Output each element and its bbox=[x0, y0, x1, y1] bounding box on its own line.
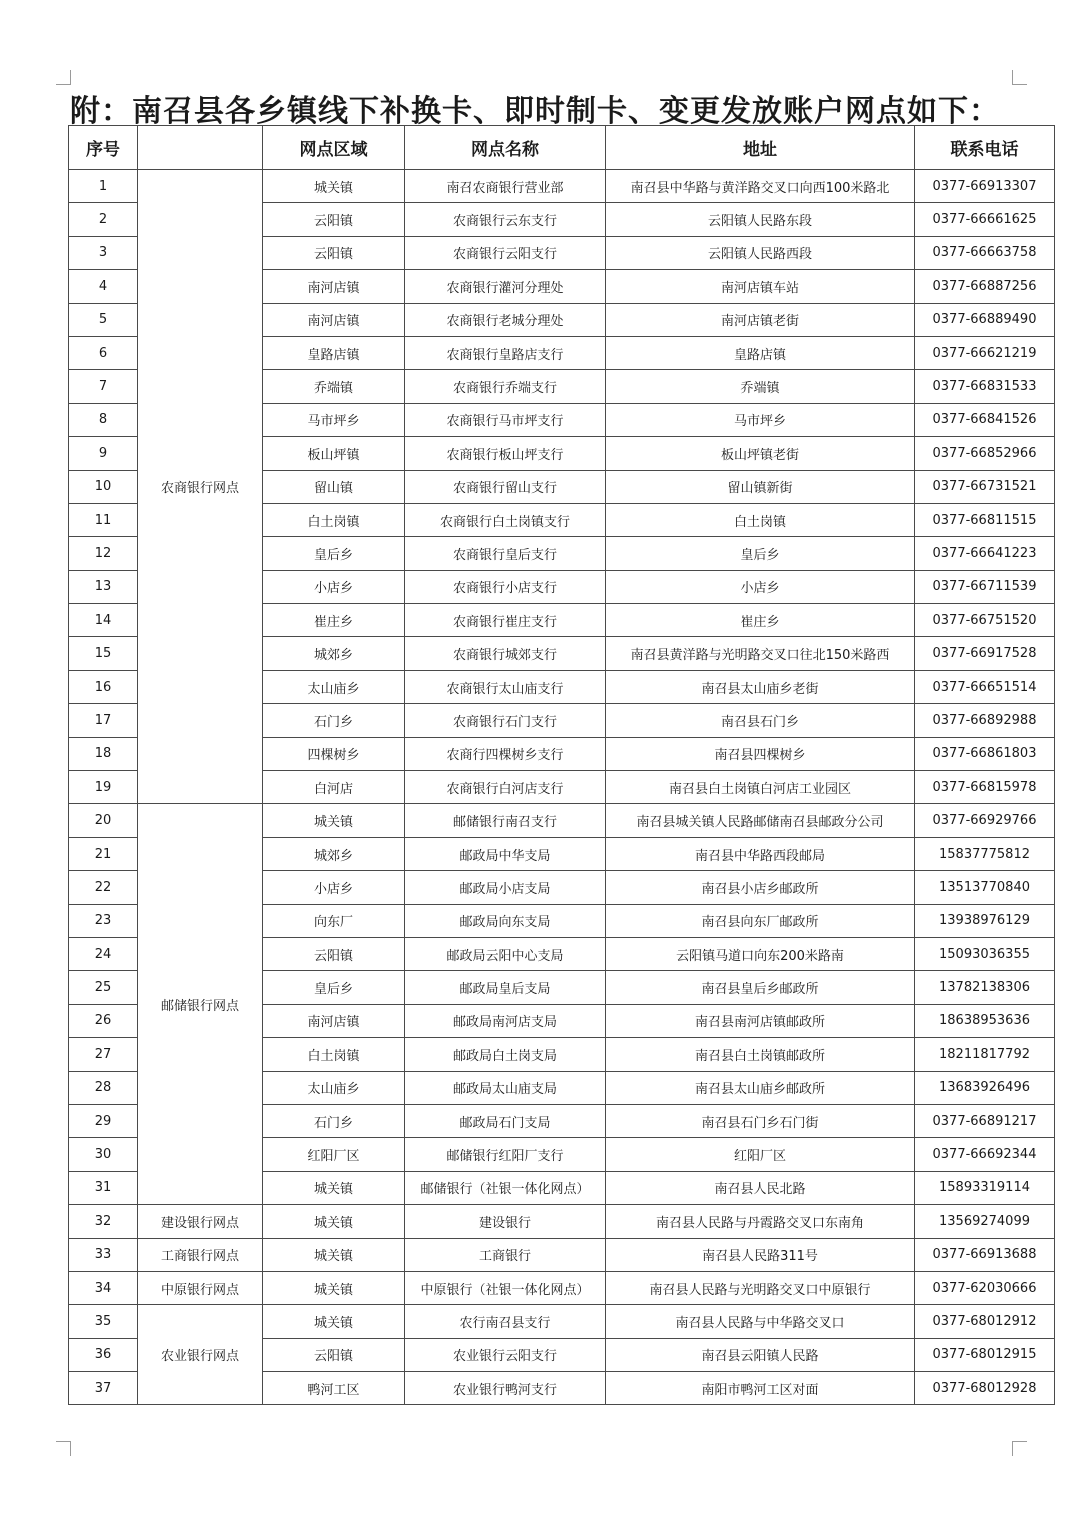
row-address: 皇路店镇 bbox=[606, 336, 915, 369]
row-address: 南召县中华路西段邮局 bbox=[606, 837, 915, 870]
row-branch-name: 农商银行白河店支行 bbox=[405, 771, 606, 804]
row-branch-name: 农商银行灌河分理处 bbox=[405, 270, 606, 303]
row-branch-name: 农商银行城郊支行 bbox=[405, 637, 606, 670]
row-number: 32 bbox=[69, 1205, 138, 1238]
row-phone: 0377-68012915 bbox=[915, 1338, 1055, 1371]
row-region: 小店乡 bbox=[263, 871, 405, 904]
row-branch-name: 农商银行留山支行 bbox=[405, 470, 606, 503]
row-branch-name: 农商银行云东支行 bbox=[405, 203, 606, 236]
row-number: 3 bbox=[69, 236, 138, 269]
bank-group-label: 农业银行网点 bbox=[138, 1305, 263, 1405]
row-number: 1 bbox=[69, 170, 138, 203]
row-region: 马市坪乡 bbox=[263, 403, 405, 436]
row-address: 南阳市鸭河工区对面 bbox=[606, 1372, 915, 1405]
bank-group-label: 中原银行网点 bbox=[138, 1271, 263, 1304]
row-number: 23 bbox=[69, 904, 138, 937]
row-number: 30 bbox=[69, 1138, 138, 1171]
row-number: 14 bbox=[69, 604, 138, 637]
row-number: 4 bbox=[69, 270, 138, 303]
bank-group-label: 工商银行网点 bbox=[138, 1238, 263, 1271]
row-phone: 0377-66892988 bbox=[915, 704, 1055, 737]
row-address: 南召县石门乡 bbox=[606, 704, 915, 737]
row-number: 12 bbox=[69, 537, 138, 570]
row-phone: 0377-66815978 bbox=[915, 771, 1055, 804]
row-phone: 0377-66751520 bbox=[915, 604, 1055, 637]
row-region: 云阳镇 bbox=[263, 236, 405, 269]
row-phone: 0377-66831533 bbox=[915, 370, 1055, 403]
row-number: 2 bbox=[69, 203, 138, 236]
row-address: 板山坪镇老街 bbox=[606, 437, 915, 470]
row-phone: 0377-66917528 bbox=[915, 637, 1055, 670]
row-address: 皇后乡 bbox=[606, 537, 915, 570]
row-branch-name: 邮政局太山庙支局 bbox=[405, 1071, 606, 1104]
row-region: 向东厂 bbox=[263, 904, 405, 937]
row-region: 石门乡 bbox=[263, 704, 405, 737]
row-address: 南召县南河店镇邮政所 bbox=[606, 1004, 915, 1037]
row-phone: 0377-66852966 bbox=[915, 437, 1055, 470]
row-region: 城关镇 bbox=[263, 1171, 405, 1204]
row-address: 南召县中华路与黄洋路交叉口向西100米路北 bbox=[606, 170, 915, 203]
row-region: 城关镇 bbox=[263, 1271, 405, 1304]
row-region: 板山坪镇 bbox=[263, 437, 405, 470]
row-phone: 13569274099 bbox=[915, 1205, 1055, 1238]
row-phone: 0377-66913688 bbox=[915, 1238, 1055, 1271]
row-branch-name: 农行南召县支行 bbox=[405, 1305, 606, 1338]
row-number: 10 bbox=[69, 470, 138, 503]
row-branch-name: 农商银行皇后支行 bbox=[405, 537, 606, 570]
crop-mark-top-left bbox=[56, 70, 71, 85]
row-branch-name: 农商银行石门支行 bbox=[405, 704, 606, 737]
bank-group-label: 农商银行网点 bbox=[138, 170, 263, 804]
row-branch-name: 农商银行皇路店支行 bbox=[405, 336, 606, 369]
table-row bbox=[69, 804, 1055, 837]
row-region: 皇后乡 bbox=[263, 537, 405, 570]
row-address: 南召县四棵树乡 bbox=[606, 737, 915, 770]
row-number: 34 bbox=[69, 1271, 138, 1304]
row-number: 18 bbox=[69, 737, 138, 770]
row-region: 南河店镇 bbox=[263, 303, 405, 336]
row-address: 南召县人民路311号 bbox=[606, 1238, 915, 1271]
header-bank bbox=[138, 126, 263, 170]
crop-mark-bottom-left bbox=[56, 1441, 71, 1456]
row-branch-name: 邮政局南河店支局 bbox=[405, 1004, 606, 1037]
row-address: 云阳镇马道口向东200米路南 bbox=[606, 937, 915, 970]
table-row bbox=[69, 1205, 1055, 1238]
row-branch-name: 邮政局白土岗支局 bbox=[405, 1038, 606, 1071]
row-branch-name: 农商银行云阳支行 bbox=[405, 236, 606, 269]
branch-table bbox=[68, 125, 1055, 1405]
row-address: 南召县向东厂邮政所 bbox=[606, 904, 915, 937]
row-branch-name: 农商银行太山庙支行 bbox=[405, 670, 606, 703]
row-number: 6 bbox=[69, 336, 138, 369]
row-address: 崔庄乡 bbox=[606, 604, 915, 637]
row-region: 城关镇 bbox=[263, 170, 405, 203]
row-region: 城郊乡 bbox=[263, 637, 405, 670]
row-phone: 0377-66841526 bbox=[915, 403, 1055, 436]
row-phone: 18638953636 bbox=[915, 1004, 1055, 1037]
row-number: 24 bbox=[69, 937, 138, 970]
row-region: 石门乡 bbox=[263, 1104, 405, 1137]
row-region: 云阳镇 bbox=[263, 937, 405, 970]
row-number: 17 bbox=[69, 704, 138, 737]
row-phone: 0377-66661625 bbox=[915, 203, 1055, 236]
row-number: 31 bbox=[69, 1171, 138, 1204]
row-address: 南召县小店乡邮政所 bbox=[606, 871, 915, 904]
row-phone: 13513770840 bbox=[915, 871, 1055, 904]
bank-group-label: 邮储银行网点 bbox=[138, 804, 263, 1205]
row-address: 小店乡 bbox=[606, 570, 915, 603]
row-address: 白土岗镇 bbox=[606, 503, 915, 536]
row-branch-name: 农商银行老城分理处 bbox=[405, 303, 606, 336]
row-region: 鸭河工区 bbox=[263, 1372, 405, 1405]
row-region: 城郊乡 bbox=[263, 837, 405, 870]
row-number: 8 bbox=[69, 403, 138, 436]
row-address: 乔端镇 bbox=[606, 370, 915, 403]
row-phone: 0377-66711539 bbox=[915, 570, 1055, 603]
row-number: 13 bbox=[69, 570, 138, 603]
row-number: 29 bbox=[69, 1104, 138, 1137]
row-address: 南召县黄洋路与光明路交叉口往北150米路西 bbox=[606, 637, 915, 670]
row-region: 崔庄乡 bbox=[263, 604, 405, 637]
row-region: 白河店 bbox=[263, 771, 405, 804]
row-number: 26 bbox=[69, 1004, 138, 1037]
row-number: 35 bbox=[69, 1305, 138, 1338]
table-row bbox=[69, 1271, 1055, 1304]
row-branch-name: 南召农商银行营业部 bbox=[405, 170, 606, 203]
row-number: 22 bbox=[69, 871, 138, 904]
row-address: 南河店镇老街 bbox=[606, 303, 915, 336]
row-number: 20 bbox=[69, 804, 138, 837]
row-region: 白土岗镇 bbox=[263, 503, 405, 536]
table-row bbox=[69, 170, 1055, 203]
row-number: 21 bbox=[69, 837, 138, 870]
row-number: 28 bbox=[69, 1071, 138, 1104]
row-address: 南召县云阳镇人民路 bbox=[606, 1338, 915, 1371]
row-number: 27 bbox=[69, 1038, 138, 1071]
row-phone: 18211817792 bbox=[915, 1038, 1055, 1071]
crop-mark-top-right bbox=[1012, 70, 1027, 85]
row-address: 南召县太山庙乡老街 bbox=[606, 670, 915, 703]
row-address: 南召县人民路与光明路交叉口中原银行 bbox=[606, 1271, 915, 1304]
row-region: 云阳镇 bbox=[263, 203, 405, 236]
row-branch-name: 邮政局皇后支局 bbox=[405, 971, 606, 1004]
row-phone: 0377-66891217 bbox=[915, 1104, 1055, 1137]
row-number: 16 bbox=[69, 670, 138, 703]
crop-mark-bottom-right bbox=[1012, 1441, 1027, 1456]
row-address: 南召县城关镇人民路邮储南召县邮政分公司 bbox=[606, 804, 915, 837]
row-region: 城关镇 bbox=[263, 1205, 405, 1238]
row-branch-name: 农商银行乔端支行 bbox=[405, 370, 606, 403]
row-branch-name: 邮政局向东支局 bbox=[405, 904, 606, 937]
header-name: 网点名称 bbox=[405, 126, 606, 170]
row-address: 南召县石门乡石门街 bbox=[606, 1104, 915, 1137]
row-branch-name: 邮储银行（社银一体化网点） bbox=[405, 1171, 606, 1204]
row-address: 南河店镇车站 bbox=[606, 270, 915, 303]
row-region: 太山庙乡 bbox=[263, 1071, 405, 1104]
header-phone: 联系电话 bbox=[915, 126, 1055, 170]
row-phone: 0377-66641223 bbox=[915, 537, 1055, 570]
row-branch-name: 邮政局小店支局 bbox=[405, 871, 606, 904]
row-number: 9 bbox=[69, 437, 138, 470]
row-region: 皇后乡 bbox=[263, 971, 405, 1004]
row-address: 南召县人民北路 bbox=[606, 1171, 915, 1204]
row-branch-name: 邮政局云阳中心支局 bbox=[405, 937, 606, 970]
table-row bbox=[69, 1305, 1055, 1338]
row-region: 城关镇 bbox=[263, 804, 405, 837]
row-region: 四棵树乡 bbox=[263, 737, 405, 770]
bank-group-label: 建设银行网点 bbox=[138, 1205, 263, 1238]
row-address: 南召县白土岗镇邮政所 bbox=[606, 1038, 915, 1071]
table-body bbox=[69, 170, 1055, 1405]
row-phone: 0377-66887256 bbox=[915, 270, 1055, 303]
row-phone: 0377-66861803 bbox=[915, 737, 1055, 770]
table-header-row bbox=[69, 126, 1055, 170]
row-address: 南召县人民路与中华路交叉口 bbox=[606, 1305, 915, 1338]
row-branch-name: 农商银行白土岗镇支行 bbox=[405, 503, 606, 536]
row-phone: 0377-68012928 bbox=[915, 1372, 1055, 1405]
row-number: 25 bbox=[69, 971, 138, 1004]
row-phone: 0377-66913307 bbox=[915, 170, 1055, 203]
row-address: 南召县人民路与丹霞路交叉口东南角 bbox=[606, 1205, 915, 1238]
row-region: 云阳镇 bbox=[263, 1338, 405, 1371]
row-region: 白土岗镇 bbox=[263, 1038, 405, 1071]
row-branch-name: 农业银行鸭河支行 bbox=[405, 1372, 606, 1405]
row-branch-name: 农商行四棵树乡支行 bbox=[405, 737, 606, 770]
row-branch-name: 工商银行 bbox=[405, 1238, 606, 1271]
row-branch-name: 邮政局中华支局 bbox=[405, 837, 606, 870]
row-region: 红阳厂区 bbox=[263, 1138, 405, 1171]
row-number: 15 bbox=[69, 637, 138, 670]
row-address: 云阳镇人民路西段 bbox=[606, 236, 915, 269]
row-phone: 0377-66651514 bbox=[915, 670, 1055, 703]
row-branch-name: 邮储银行南召支行 bbox=[405, 804, 606, 837]
row-region: 南河店镇 bbox=[263, 1004, 405, 1037]
row-phone: 13782138306 bbox=[915, 971, 1055, 1004]
row-phone: 15837775812 bbox=[915, 837, 1055, 870]
row-address: 红阳厂区 bbox=[606, 1138, 915, 1171]
row-branch-name: 邮政局石门支局 bbox=[405, 1104, 606, 1137]
row-phone: 0377-66692344 bbox=[915, 1138, 1055, 1171]
row-address: 云阳镇人民路东段 bbox=[606, 203, 915, 236]
row-number: 37 bbox=[69, 1372, 138, 1405]
row-branch-name: 中原银行（社银一体化网点） bbox=[405, 1271, 606, 1304]
header-no: 序号 bbox=[69, 126, 138, 170]
row-region: 皇路店镇 bbox=[263, 336, 405, 369]
row-region: 南河店镇 bbox=[263, 270, 405, 303]
row-region: 乔端镇 bbox=[263, 370, 405, 403]
row-address: 留山镇新街 bbox=[606, 470, 915, 503]
row-branch-name: 农业银行云阳支行 bbox=[405, 1338, 606, 1371]
row-number: 7 bbox=[69, 370, 138, 403]
row-phone: 0377-66621219 bbox=[915, 336, 1055, 369]
row-phone: 0377-66929766 bbox=[915, 804, 1055, 837]
row-address: 南召县太山庙乡邮政所 bbox=[606, 1071, 915, 1104]
row-region: 太山庙乡 bbox=[263, 670, 405, 703]
table-row bbox=[69, 1238, 1055, 1271]
row-phone: 0377-66663758 bbox=[915, 236, 1055, 269]
row-phone: 15093036355 bbox=[915, 937, 1055, 970]
row-phone: 0377-66731521 bbox=[915, 470, 1055, 503]
header-region: 网点区域 bbox=[263, 126, 405, 170]
row-region: 留山镇 bbox=[263, 470, 405, 503]
header-address: 地址 bbox=[606, 126, 915, 170]
row-address: 南召县白土岗镇白河店工业园区 bbox=[606, 771, 915, 804]
row-number: 11 bbox=[69, 503, 138, 536]
row-region: 城关镇 bbox=[263, 1238, 405, 1271]
row-region: 城关镇 bbox=[263, 1305, 405, 1338]
row-phone: 0377-66889490 bbox=[915, 303, 1055, 336]
row-branch-name: 农商银行马市坪支行 bbox=[405, 403, 606, 436]
row-number: 36 bbox=[69, 1338, 138, 1371]
row-phone: 0377-62030666 bbox=[915, 1271, 1055, 1304]
row-phone: 15893319114 bbox=[915, 1171, 1055, 1204]
row-phone: 13683926496 bbox=[915, 1071, 1055, 1104]
row-number: 5 bbox=[69, 303, 138, 336]
row-phone: 0377-66811515 bbox=[915, 503, 1055, 536]
row-branch-name: 农商银行小店支行 bbox=[405, 570, 606, 603]
row-branch-name: 邮储银行红阳厂支行 bbox=[405, 1138, 606, 1171]
row-address: 南召县皇后乡邮政所 bbox=[606, 971, 915, 1004]
row-phone: 0377-68012912 bbox=[915, 1305, 1055, 1338]
row-branch-name: 农商银行板山坪支行 bbox=[405, 437, 606, 470]
row-address: 马市坪乡 bbox=[606, 403, 915, 436]
page-title: 附：南召县各乡镇线下补换卡、即时制卡、变更发放账户网点如下： bbox=[70, 94, 1000, 129]
row-branch-name: 农商银行崔庄支行 bbox=[405, 604, 606, 637]
row-branch-name: 建设银行 bbox=[405, 1205, 606, 1238]
row-phone: 13938976129 bbox=[915, 904, 1055, 937]
row-number: 19 bbox=[69, 771, 138, 804]
row-region: 小店乡 bbox=[263, 570, 405, 603]
row-number: 33 bbox=[69, 1238, 138, 1271]
